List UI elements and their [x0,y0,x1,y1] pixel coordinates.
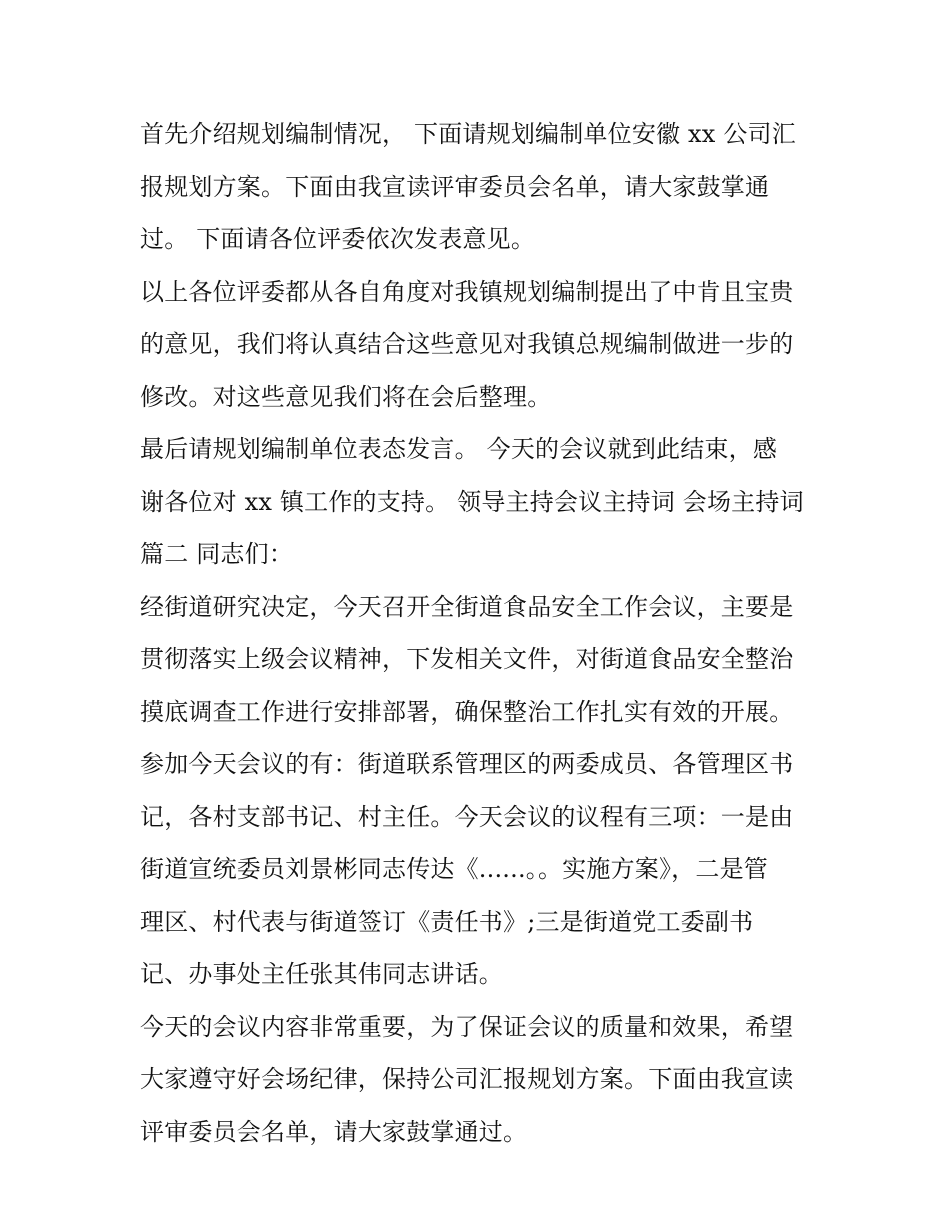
text-line: 记、办事处主任张其伟同志讲话。 [140,960,503,988]
text-line: 评审委员会名单，请大家鼓掌通过。 [140,1117,528,1146]
text-line: 过。 下面请各位评委依次发表意见。 [140,225,536,253]
text-line: 今天的会议内容非常重要，为了保证会议的质量和效果，希望 [140,1012,794,1041]
text-line: 街道宣统委员刘景彬同志传达《......。。实施方案》，二是管 [140,855,768,883]
text-line: 经街道研究决定，今天召开全街道食品安全工作会议，主要是 [140,592,794,621]
text-line: 谢各位对 xx 镇工作的支持。 领导主持会议主持词 会场主持词 [140,487,804,516]
text-line: 报规划方案。下面由我宣读评审委员会名单，请大家鼓掌通 [140,172,770,201]
text-line: 大家遵守好会场纪律，保持公司汇报规划方案。下面由我宣读 [140,1065,794,1093]
document-body [140,108,820,1158]
text-line: 修改。对这些意见我们将在会后整理。 [140,382,552,411]
text-line: 以上各位评委都从各自角度对我镇规划编制提出了中肯且宝贵 [140,277,794,306]
text-line: 理区、村代表与街道签订《责任书》;三是街道党工委副书 [140,907,754,936]
text-line: 最后请规划编制单位表态发言。 今天的会议就到此结束，感 [140,435,778,463]
text-line: 篇二 同志们： [140,540,294,568]
text-line: 摸底调查工作进行安排部署，确保整治工作扎实有效的开展。 [140,697,794,726]
text-line: 记，各村支部书记、村主任。今天会议的议程有三项：一是由 [140,802,794,831]
text-line: 首先介绍规划编制情况， 下面请规划编制单位安徽 xx 公司汇 [140,120,796,148]
text-line: 贯彻落实上级会议精神，下发相关文件，对街道食品安全整治 [140,645,794,673]
text-line: 的意见，我们将认真结合这些意见对我镇总规编制做进一步的 [140,330,794,358]
text-line: 参加今天会议的有：街道联系管理区的两委成员、各管理区书 [140,750,794,778]
